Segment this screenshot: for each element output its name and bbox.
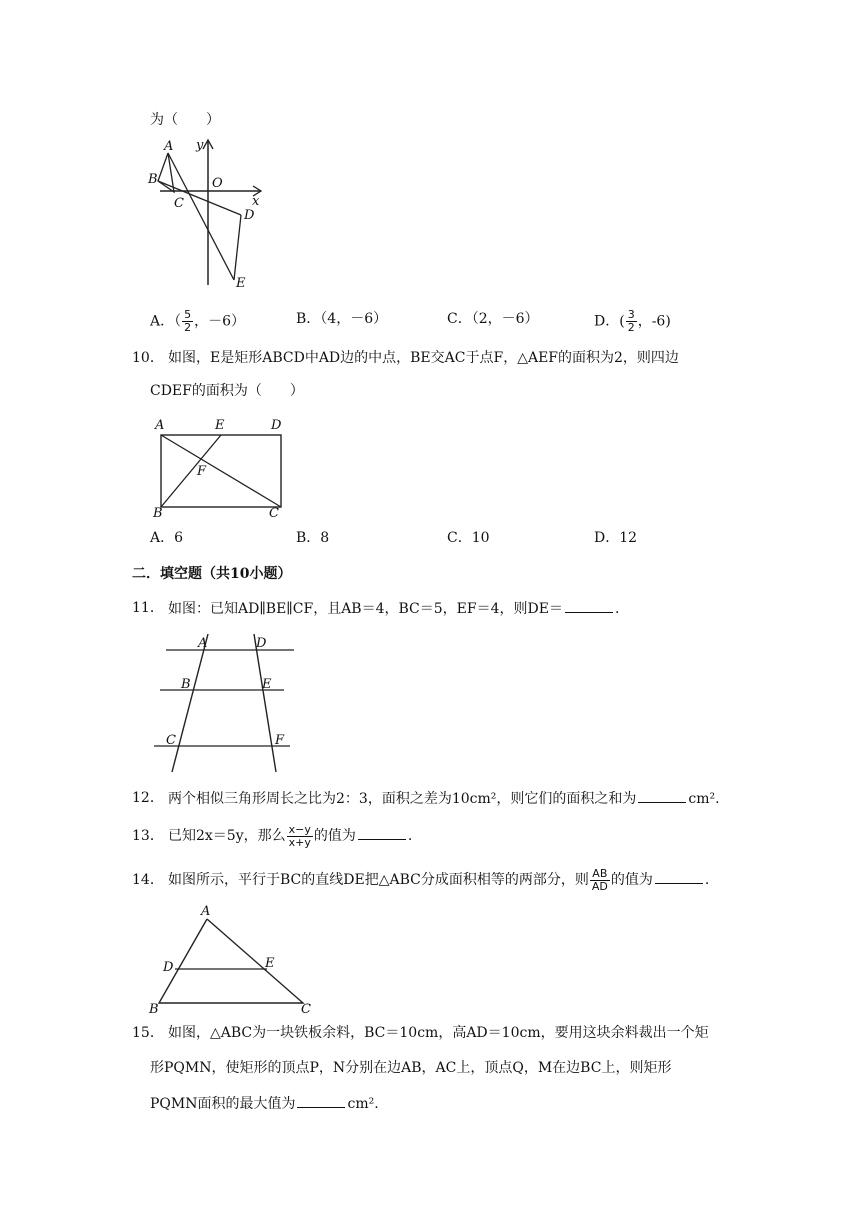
q9-option-a-pre: （ xyxy=(174,313,182,330)
q15-line2: 形PQMN，使矩形的顶点P，N分别在边AB，AC上，顶点Q，M在边BC上，则矩形 xyxy=(150,1060,672,1076)
q10-label-F: F xyxy=(197,464,207,479)
q10-option-d[interactable]: D．12 xyxy=(594,530,638,546)
q9-figure xyxy=(140,135,270,290)
q13-number: 13． xyxy=(132,828,164,844)
q13-answer-blank[interactable] xyxy=(358,825,406,840)
q9-option-b-letter: B． xyxy=(296,311,321,327)
q10-label-A: A xyxy=(155,418,165,433)
q9-label-D: D xyxy=(244,208,255,223)
q11-text-b: . xyxy=(614,601,620,617)
q9-option-d-fraction xyxy=(626,309,637,334)
q11-answer-blank[interactable] xyxy=(565,598,613,613)
q14-label-D: D xyxy=(163,960,174,975)
q9-label-y: y xyxy=(196,138,204,153)
q10-label-D: D xyxy=(271,418,282,433)
q9-option-d-numerator: 3 xyxy=(627,308,635,321)
q10-label-E: E xyxy=(215,418,225,433)
q10-line2: CDEF的面积为（ ） xyxy=(150,383,304,399)
q14-answer-blank[interactable] xyxy=(655,869,703,884)
q9-label-B: B xyxy=(148,172,158,187)
q9-option-d-pre: ( xyxy=(619,313,625,330)
q13-denominator: x+y xyxy=(288,835,311,849)
q9-label-A: A xyxy=(164,139,174,154)
q13-fraction xyxy=(287,824,313,849)
q12-text xyxy=(168,788,720,809)
q11-label-E: E xyxy=(262,677,272,692)
q13-numerator: x−y xyxy=(288,822,311,836)
q15-line3-a: PQMN面积的最大值为 xyxy=(150,1096,296,1112)
q11-label-F: F xyxy=(275,733,285,748)
q12-number: 12． xyxy=(132,790,164,806)
q9-label-E: E xyxy=(236,276,246,290)
q13-text-a: 已知2x＝5y，那么 xyxy=(168,828,286,844)
q11-text-a: 如图：已知AD∥BE∥CF，且AB＝4，BC＝5，EF＝4，则DE＝ xyxy=(168,601,563,617)
q9-option-d-letter: D． xyxy=(594,313,620,330)
q11-figure xyxy=(150,630,300,775)
q15-number: 15． xyxy=(132,1025,164,1041)
q9-option-a[interactable] xyxy=(150,309,245,334)
q9-option-b[interactable] xyxy=(296,309,387,329)
q12-text-a: 两个相似三角形周长之比为2：3，面积之差为10cm²，则它们的面积之和为 xyxy=(168,791,637,807)
q10-label-B: B xyxy=(153,506,163,518)
q13-text xyxy=(168,822,412,850)
q15-answer-blank[interactable] xyxy=(297,1093,345,1108)
q10-option-a[interactable]: A．6 xyxy=(150,530,184,546)
q14-text-a: 如图所示，平行于BC的直线DE把△ABC分成面积相等的两部分，则 xyxy=(168,872,589,888)
q9-label-x: x xyxy=(252,194,260,209)
q10-label-C: C xyxy=(269,506,279,518)
q14-text xyxy=(168,866,709,894)
q9-option-b-text: （4，－6） xyxy=(320,311,388,327)
q12-answer-blank[interactable] xyxy=(638,788,686,803)
q12-text-b: cm². xyxy=(688,791,720,807)
q11-text xyxy=(168,598,619,619)
q10-number: 10． xyxy=(132,350,164,366)
q10-figure xyxy=(145,413,295,518)
q14-numerator: AB xyxy=(590,868,610,881)
q14-figure xyxy=(145,903,325,1015)
q14-text-b: 的值为 xyxy=(610,872,653,888)
q9-option-a-denominator: 2 xyxy=(184,321,192,334)
q9-option-d-post: ，-6) xyxy=(637,313,671,330)
q9-option-a-post: ，－6） xyxy=(194,313,246,330)
q14-label-B: B xyxy=(149,1002,159,1015)
q13-text-c: . xyxy=(407,828,413,844)
q9-option-d-denominator: 2 xyxy=(627,321,635,334)
q9-option-c-letter: C． xyxy=(447,311,472,327)
q14-number: 14． xyxy=(132,872,164,888)
q9-option-a-fraction xyxy=(182,309,193,334)
q11-label-C: C xyxy=(166,733,176,748)
q14-label-C: C xyxy=(301,1002,311,1015)
q11-label-A: A xyxy=(198,636,208,651)
q10-line1: 如图，E是矩形ABCD中AD边的中点，BE交AC于点F，△AEF的面积为2，则四边 xyxy=(168,350,679,366)
q14-fraction xyxy=(590,868,610,893)
q9-label-O: O xyxy=(212,176,223,191)
q9-label-C: C xyxy=(174,196,184,211)
q9-option-c[interactable] xyxy=(447,309,539,329)
q11-label-B: B xyxy=(181,677,191,692)
q10-option-c[interactable]: C．10 xyxy=(447,530,490,546)
q9-option-c-text: （2，－6） xyxy=(471,311,539,327)
section-heading-fill-in: 二．填空题（共10小题） xyxy=(132,566,292,582)
q11-label-D: D xyxy=(256,636,267,651)
q14-denominator: AD xyxy=(591,879,608,893)
q15-line3-b: cm². xyxy=(347,1096,379,1112)
q10-option-b[interactable]: B．8 xyxy=(296,530,330,546)
q9-option-a-letter: A． xyxy=(150,313,175,330)
q15-line1: 如图，△ABC为一块铁板余料，BC＝10cm，高AD＝10cm，要用这块余料裁出一个矩 xyxy=(168,1025,709,1041)
q14-label-A: A xyxy=(201,904,211,919)
q9-option-a-numerator: 5 xyxy=(184,308,192,321)
q15-line3 xyxy=(150,1093,379,1114)
q13-text-b: 的值为 xyxy=(313,828,356,844)
q14-label-E: E xyxy=(265,956,275,971)
q14-text-c: . xyxy=(704,872,710,888)
q9-stem-tail: 为（ ） xyxy=(150,112,220,128)
q11-number: 11． xyxy=(132,600,164,616)
q9-option-d[interactable] xyxy=(594,309,671,334)
